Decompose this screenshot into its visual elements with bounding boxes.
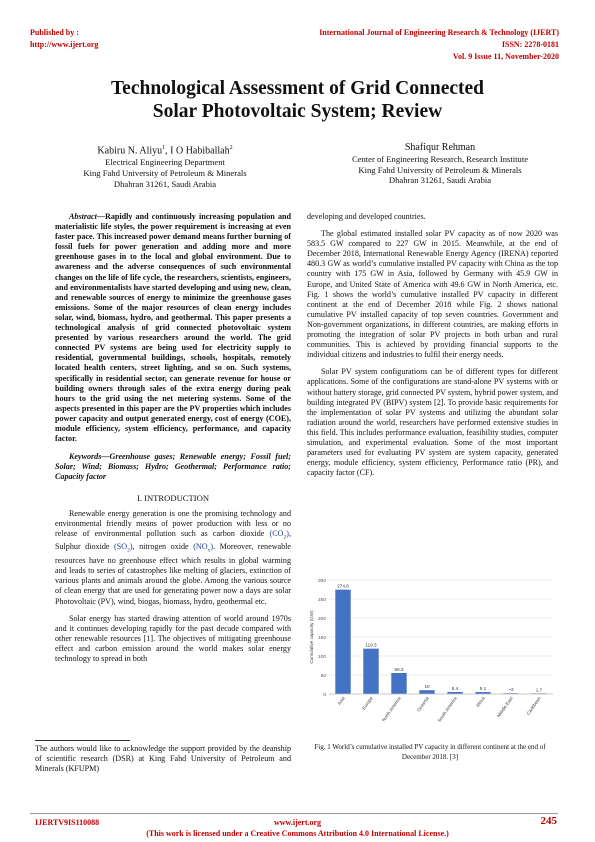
author-affiliation-3: Dhahran 31261, Saudi Arabia [113, 178, 217, 189]
y-tick-label: 300 [317, 579, 326, 584]
author-block-left [40, 142, 290, 189]
bar-value-label: ~2 [508, 687, 514, 693]
x-tick-label: North America [381, 695, 402, 723]
bar [391, 673, 406, 694]
author-affiliation-1: Electrical Engineering Department [105, 157, 225, 168]
x-tick-label: Caribbean [525, 695, 542, 716]
paper-title [40, 77, 555, 123]
footer-site-link[interactable]: www.ijert.org [273, 818, 322, 827]
bar-value-label: 5.4 [451, 685, 459, 691]
y-axis-label: Cumulative capacity (GW) [309, 610, 314, 664]
x-tick-label: Oceania [415, 695, 430, 713]
bar [363, 649, 378, 694]
y-tick-label: 200 [317, 617, 326, 622]
bar-value-label: 1.7 [535, 687, 543, 693]
x-tick-label: Asia [336, 695, 346, 706]
author-affiliation-2: King Fahd University of Petroleum & Minerals [358, 164, 522, 175]
x-tick-label: South America [436, 695, 458, 724]
paper-id: IJERTV9IS110088 [35, 818, 100, 827]
section-heading-introduction: I. INTRODUCTION [136, 493, 210, 504]
bar [335, 590, 350, 694]
abstract: Abstract—Rapidly and continuously increasing population and materialistic life styles, the power requirement is increasing at even faster pace. This increased power demand means further burning of fossil fuels for power generation and adding more and more greenhouse gases in to the local and global environment. Due to awareness and the adverse consequences of such environmental changes on the life of life cycle, the researchers, scientists, engineers, and environmentalists have started developing and using new, clean, and renewable sources of energy to minimize the greenhouse gases emissions. Some of the major resources of clean energy includes solar, wind, biomass, hydro, and geothermal. This paper presents a technological analysis of grid connected photovoltaic system presented by various researchers around the world. The grid connected PV systems are being used for electricity supply to residential, governmental buildings, schools, hospitals, remotely located health centers, street lighting, and so on. Such systems, specifically in residential sector, can generate revenue for house or building owners through sales of the extra energy during peak hours to the grid using the net metering systems. Some of the aspects presented in this paper are the PV properties which includes power capacity and output generated energy, cost of energy (COE), module efficiency, system efficiency, performance, and capacity factor. [55, 212, 291, 444]
publisher-label: Published by : [30, 28, 79, 37]
figure-1-chart [307, 574, 558, 740]
bar-value-label: 119.3 [365, 642, 377, 648]
y-tick-label: 150 [317, 636, 326, 641]
author-affiliation-1: Center of Engineering Research, Research Institute [351, 154, 529, 164]
x-tick-label: Africa [474, 695, 486, 709]
x-tick-label: Europe [361, 695, 374, 711]
author-affiliation-3: Dhahran 31261, Saudi Arabia [388, 175, 492, 186]
right-paragraph-0: developing and developed countries. [307, 212, 426, 221]
title-line-2: Solar Photovoltaic System; Review [152, 101, 443, 122]
issn: ISSN: 2278-0181 [501, 40, 559, 49]
y-tick-label: 100 [317, 655, 326, 660]
bar-value-label: 10 [424, 684, 430, 690]
left-column [55, 212, 291, 664]
author-affiliation-2: King Fahd University of Petroleum & Minerals [83, 167, 247, 178]
bar-value-label: 274.6 [337, 583, 349, 589]
footnote-rule [35, 740, 130, 741]
y-tick-label: 0 [323, 693, 326, 698]
footnote: The authors would like to acknowledge the support provided by the deanship of scientific research (DSR) at King Fahd University of Petroleum and Minerals (KFUPM) [35, 744, 291, 774]
figure-1-caption: Fig. 1 World’s cumulative installed PV capacity in different continent at the end of December 2018. [3] [314, 743, 546, 761]
bar-value-label: 55.3 [394, 666, 404, 672]
title-line-1: Technological Assessment of Grid Connected [110, 78, 485, 99]
footer-rule [30, 813, 558, 814]
author-names-right: Shafiqur Rehman [404, 142, 476, 153]
x-tick-label: Middle East [495, 695, 514, 719]
footer-license: (This work is licensed under a Creative Commons Attribution 4.0 International License.) [146, 829, 449, 838]
author-names-left: Kabiru N. Aliyu$^1$, I O Habiballah$^2$ [97, 145, 233, 157]
volume-issue: Vol. 9 Issue 11, November-2020 [452, 52, 559, 61]
y-tick-label: 50 [320, 674, 326, 679]
intro-paragraph-1: Renewable energy generation is one the promising technology and environmental friendly means of power production with less or no release of environmental pollution such as carbon dioxide $(CO_2)$, Sulphur dioxide $(SO_2)$, nitrogen oxide $(NO_x)$. Moreover, renewable resources have no greenhouse effect which results in global warming and leads to series of catastrophes like melting of glaciers, extinction of various plants and animals around the globe. Among the various source of clean energy that are used for generating power now a days are solar Photovoltaic (PV), wind, biogas, biomass, hydro, geothermal etc. [55, 508, 292, 606]
y-tick-label: 250 [317, 598, 326, 603]
journal-name: International Journal of Engineering Research & Technology (IJERT) [319, 28, 559, 37]
author-block-right [315, 142, 565, 186]
right-paragraph-2: Solar PV system configurations can be of different types for different applications. Some of the configurations are stand-alone PV systems with or without battery storage, grid connected PV system, hybrid power system, and building integrated PV (BIPV) system [2]. To provide basic requirements for the implementation of solar PV systems and utilizing the abundant solar radiation around the world, researchers have performed extensive studies in this field. This includes performance evaluation, feasibility studies, computer simulation, and experimental evaluation. Some of the most important parameters used for evaluating PV system are system capacity, generated energy, module efficiency, system efficiency, Performance ratio (PR), and capacity factor (CF). [307, 367, 558, 478]
bar-value-label: 5.1 [479, 686, 487, 692]
page-number: 245 [540, 815, 557, 827]
journal-url-link[interactable]: http://www.ijert.org [30, 40, 99, 49]
bar [419, 690, 434, 694]
keywords: Keywords—Greenhouse gases; Renewable energy; Fossil fuel; Solar; Wind; Biomass; Hydro; Geothermal; Performance ratio; Capacity factor [55, 452, 291, 482]
right-paragraph-1: The global estimated installed solar PV capacity as of now 2020 was 583.5 GW compared to 227 GW in 2015. Meanwhile, at the end of December 2018, International Renewable Energy Agency (IRENA) reported 480.3 GW as world’s cumulative installed PV capacity with China as the top country with 175 GW in Asia, followed by Germany with 45.9 GW in Europe, and United State of America with 49.6 GW in North America, etc. Fig. 1 shows the world’s cumulative installed PV capacity in different continent at the end of December 2018 while Fig. 2 shows national cumulative PV installed capacity of top seven countries. Government and Non-government organizations, in different countries, are making efforts in promoting the integration of solar PV projects in both urban and rural communities. This is achieved by providing financial supports to the individual citizens and industries to fulfil their energy needs. [307, 229, 558, 360]
right-column [307, 212, 558, 478]
intro-paragraph-2: Solar energy has started drawing attention of world around 1970s and it continues developing rapidly for the past decade compared with other renewable resources [1]. The objectives of mitigating greenhouse effect and carbon emission around the world makes solar energy technology to spread in both [55, 613, 291, 663]
